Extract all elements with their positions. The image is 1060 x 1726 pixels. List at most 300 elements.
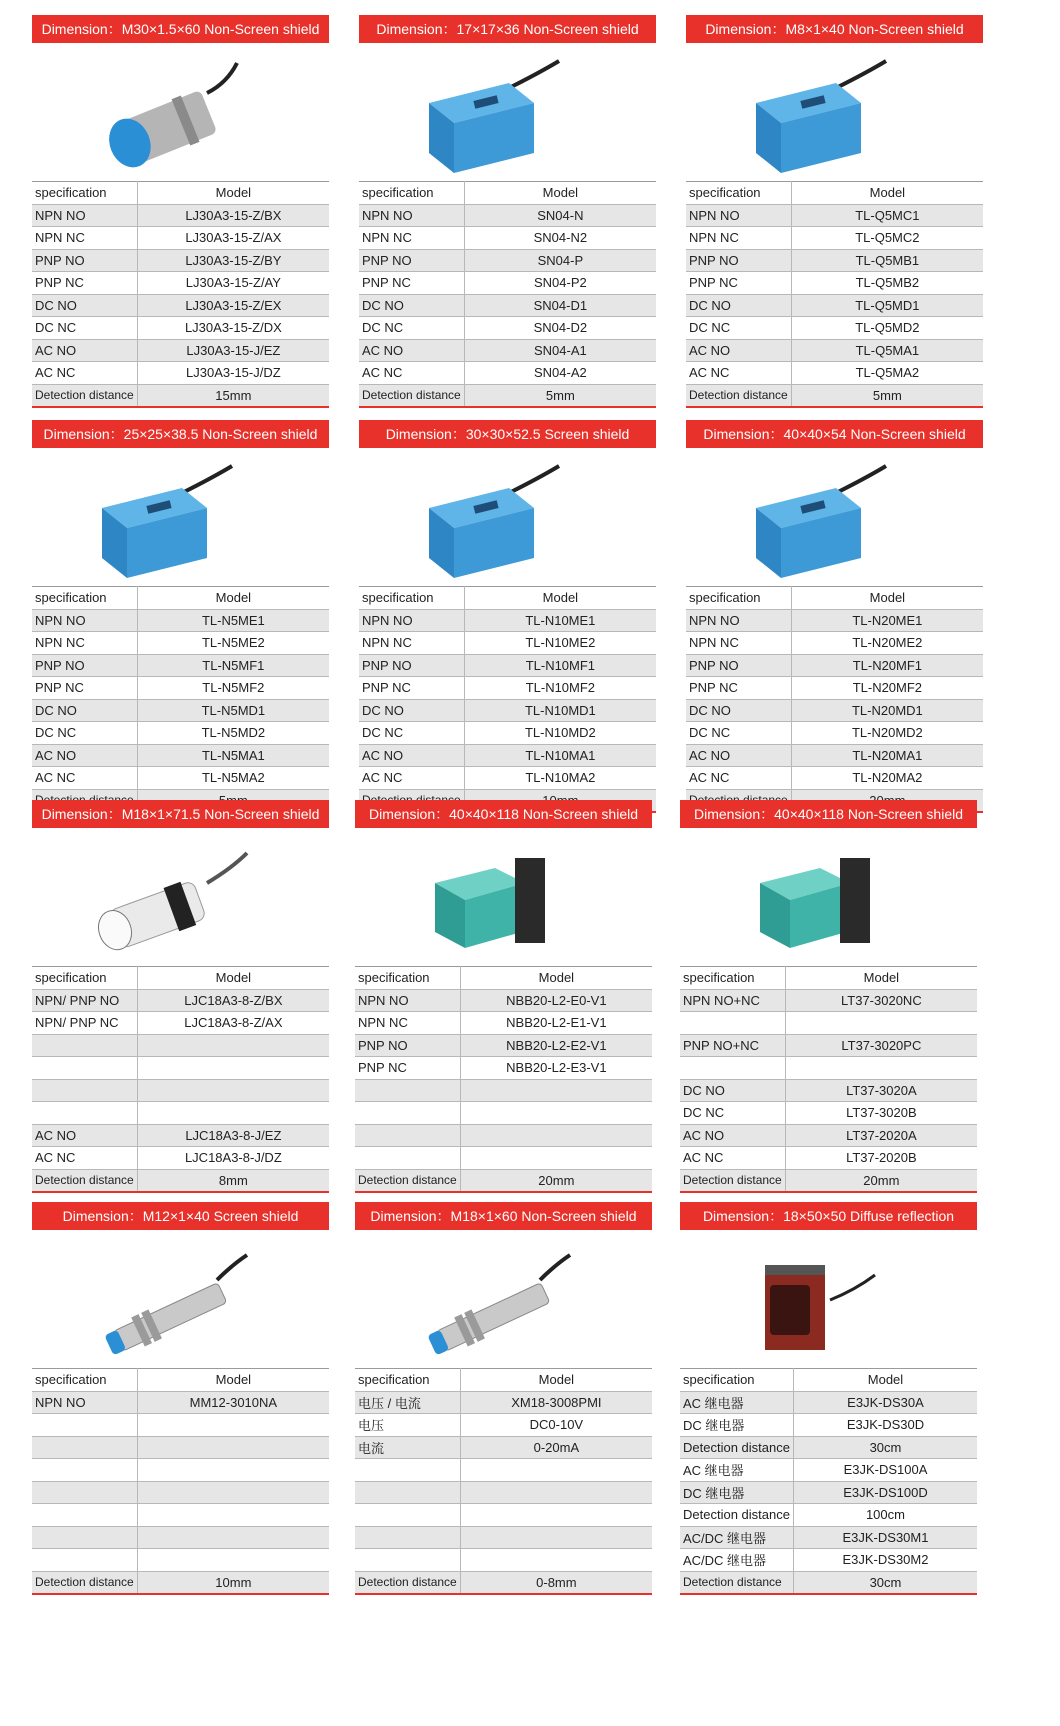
table-row [680, 1436, 977, 1459]
table-row [32, 204, 329, 227]
spec-cell: AC NO [32, 1124, 137, 1147]
spec-cell: Detection distance [32, 384, 137, 407]
spec-cell [32, 1459, 137, 1482]
table-row [686, 699, 983, 722]
model-cell: TL-N10MA1 [464, 744, 656, 767]
table-row [32, 989, 329, 1012]
dimension-title: Dimension：40×40×118 Non-Screen shield [680, 800, 977, 828]
spec-cell: Detection distance [32, 1571, 137, 1594]
table-header [686, 587, 983, 610]
table-row [359, 227, 656, 250]
spec-cell: PNP NC [359, 272, 464, 295]
spec-cell: AC NO [680, 1124, 785, 1147]
model-cell: TL-N10MF2 [464, 677, 656, 700]
model-cell: TL-N5MF1 [137, 654, 329, 677]
spec-header: specification [32, 182, 137, 205]
threaded-sensor-icon [32, 1230, 329, 1368]
table-row [355, 1012, 652, 1035]
table-row [32, 1571, 329, 1594]
model-header: Model [460, 1369, 652, 1392]
spec-cell: PNP NO [32, 654, 137, 677]
table-header [32, 182, 329, 205]
model-cell: TL-N20ME1 [791, 609, 983, 632]
table-row [359, 632, 656, 655]
spec-cell: AC NO [686, 339, 791, 362]
spec-cell: DC 继电器 [680, 1414, 793, 1437]
table-row [32, 654, 329, 677]
model-cell: LT37-3020A [785, 1079, 977, 1102]
model-cell: 15mm [137, 384, 329, 407]
model-cell: LJ30A3-15-J/DZ [137, 362, 329, 385]
table-row [32, 1414, 329, 1437]
table-row [355, 1459, 652, 1482]
spec-cell: AC 继电器 [680, 1459, 793, 1482]
spec-table [680, 966, 977, 1193]
dimension-title: Dimension：25×25×38.5 Non-Screen shield [32, 420, 329, 448]
square-sensor-icon [359, 448, 656, 586]
table-row [355, 1147, 652, 1170]
model-cell [460, 1147, 652, 1170]
table-row [359, 699, 656, 722]
model-cell: LJ30A3-15-Z/AX [137, 227, 329, 250]
dimension-title: Dimension：17×17×36 Non-Screen shield [359, 15, 656, 43]
dimension-title: Dimension：40×40×54 Non-Screen shield [686, 420, 983, 448]
spec-cell: AC NC [686, 767, 791, 790]
spec-cell: NPN NC [355, 1012, 460, 1035]
spec-table [32, 181, 329, 408]
dimension-title: Dimension：M8×1×40 Non-Screen shield [686, 15, 983, 43]
spec-cell: 电流 [355, 1436, 460, 1459]
table-row [686, 744, 983, 767]
spec-cell: DC NC [686, 722, 791, 745]
model-cell: TL-N5MD2 [137, 722, 329, 745]
table-row [686, 632, 983, 655]
table-row [32, 1481, 329, 1504]
table-row [359, 339, 656, 362]
table-row [32, 1526, 329, 1549]
spec-cell: Detection distance [355, 1571, 460, 1594]
model-cell: TL-N10MD1 [464, 699, 656, 722]
model-cell: TL-N5ME2 [137, 632, 329, 655]
spec-cell: NPN NO [359, 609, 464, 632]
table-row [32, 1079, 329, 1102]
model-cell: TL-Q5MA1 [791, 339, 983, 362]
model-cell: TL-Q5MB1 [791, 249, 983, 272]
model-header: Model [464, 587, 656, 610]
table-row [680, 1012, 977, 1035]
spec-table [355, 966, 652, 1193]
model-header: Model [791, 182, 983, 205]
spec-cell: AC/DC 继电器 [680, 1549, 793, 1572]
spec-cell [32, 1102, 137, 1125]
table-header [32, 967, 329, 990]
spec-cell: DC NO [686, 699, 791, 722]
table-row [680, 1391, 977, 1414]
spec-cell: PNP NC [32, 677, 137, 700]
spec-cell: AC NO [686, 744, 791, 767]
spec-cell: NPN/ PNP NO [32, 989, 137, 1012]
spec-cell: DC NC [359, 722, 464, 745]
model-header: Model [785, 967, 977, 990]
spec-cell: Detection distance [680, 1571, 793, 1594]
product-card [355, 800, 652, 1193]
model-cell [460, 1124, 652, 1147]
dimension-title: Dimension：M12×1×40 Screen shield [32, 1202, 329, 1230]
model-cell: E3JK-DS30A [793, 1391, 977, 1414]
product-card [680, 800, 977, 1193]
table-row [32, 722, 329, 745]
model-cell [460, 1102, 652, 1125]
table-row [32, 294, 329, 317]
spec-cell: 电压 / 电流 [355, 1391, 460, 1414]
spec-cell: NPN NO [32, 204, 137, 227]
table-header [680, 1369, 977, 1392]
spec-cell: DC NC [32, 317, 137, 340]
cylinder-sensor-icon [32, 43, 329, 181]
table-header [359, 182, 656, 205]
spec-cell: DC NO [32, 699, 137, 722]
model-cell: TL-N5MA1 [137, 744, 329, 767]
model-cell [137, 1481, 329, 1504]
table-row [680, 1549, 977, 1572]
model-cell [460, 1526, 652, 1549]
spec-header: specification [686, 587, 791, 610]
model-cell: NBB20-L2-E0-V1 [460, 989, 652, 1012]
model-cell: 0-8mm [460, 1571, 652, 1594]
table-row [359, 677, 656, 700]
model-cell: E3JK-DS30M1 [793, 1526, 977, 1549]
model-header: Model [460, 967, 652, 990]
spec-table [359, 181, 656, 408]
table-row [32, 1012, 329, 1035]
model-cell: TL-N5MF2 [137, 677, 329, 700]
spec-cell: Detection distance [359, 384, 464, 407]
product-card [355, 1202, 652, 1595]
table-header [686, 182, 983, 205]
table-row [686, 767, 983, 790]
model-cell [460, 1481, 652, 1504]
table-row [355, 1102, 652, 1125]
model-header: Model [137, 967, 329, 990]
table-row [686, 609, 983, 632]
spec-cell [32, 1079, 137, 1102]
model-cell: 5mm [464, 384, 656, 407]
spec-cell [355, 1504, 460, 1527]
table-header [32, 1369, 329, 1392]
spec-cell: DC NC [680, 1102, 785, 1125]
table-row [359, 272, 656, 295]
spec-cell: DC NO [359, 699, 464, 722]
spec-cell [355, 1124, 460, 1147]
table-row [32, 767, 329, 790]
dimension-title: Dimension：18×50×50 Diffuse reflection [680, 1202, 977, 1230]
table-row [32, 1169, 329, 1192]
table-row [686, 722, 983, 745]
dimension-title: Dimension：M30×1.5×60 Non-Screen shield [32, 15, 329, 43]
spec-cell: NPN NO [32, 609, 137, 632]
spec-cell [355, 1526, 460, 1549]
spec-cell: DC NO [32, 294, 137, 317]
spec-cell: NPN NO [32, 1391, 137, 1414]
spec-cell: 电压 [355, 1414, 460, 1437]
spec-cell: PNP NO [359, 249, 464, 272]
photoelectric-sensor-icon [680, 1230, 977, 1368]
table-row [359, 362, 656, 385]
spec-cell: AC NO [32, 744, 137, 767]
product-card [359, 15, 656, 408]
spec-cell: AC NC [32, 1147, 137, 1170]
model-cell: DC0-10V [460, 1414, 652, 1437]
model-cell [137, 1504, 329, 1527]
table-header [680, 967, 977, 990]
model-cell [137, 1526, 329, 1549]
table-row [355, 1571, 652, 1594]
model-cell: LT37-2020B [785, 1147, 977, 1170]
model-cell: SN04-P [464, 249, 656, 272]
model-cell [460, 1549, 652, 1572]
model-cell [137, 1079, 329, 1102]
model-cell: LJC18A3-8-Z/AX [137, 1012, 329, 1035]
model-cell: LJ30A3-15-Z/EX [137, 294, 329, 317]
table-row [355, 1034, 652, 1057]
spec-cell: AC NC [32, 767, 137, 790]
model-cell: TL-N10MA2 [464, 767, 656, 790]
table-row [359, 249, 656, 272]
table-row [359, 317, 656, 340]
spec-table [355, 1368, 652, 1595]
table-row [32, 1147, 329, 1170]
table-row [680, 1571, 977, 1594]
table-row [359, 767, 656, 790]
model-cell: TL-N20ME2 [791, 632, 983, 655]
model-cell: LT37-3020NC [785, 989, 977, 1012]
table-row [686, 384, 983, 407]
table-row [686, 272, 983, 295]
model-cell: TL-N5MA2 [137, 767, 329, 790]
table-row [32, 1057, 329, 1080]
table-row [359, 654, 656, 677]
model-cell: TL-N5MD1 [137, 699, 329, 722]
model-cell: E3JK-DS30D [793, 1414, 977, 1437]
model-cell [460, 1504, 652, 1527]
spec-cell [32, 1549, 137, 1572]
spec-cell: PNP NC [686, 272, 791, 295]
model-cell: 30cm [793, 1571, 977, 1594]
model-cell: LJ30A3-15-Z/DX [137, 317, 329, 340]
spec-cell: AC NO [359, 339, 464, 362]
model-cell: E3JK-DS100D [793, 1481, 977, 1504]
spec-cell: PNP NO+NC [680, 1034, 785, 1057]
spec-header: specification [355, 1369, 460, 1392]
model-cell [137, 1034, 329, 1057]
model-cell: TL-N10ME1 [464, 609, 656, 632]
square-sensor-icon [686, 448, 983, 586]
table-row [680, 1459, 977, 1482]
table-row [32, 609, 329, 632]
table-row [32, 1391, 329, 1414]
model-cell: LJ30A3-15-Z/BX [137, 204, 329, 227]
spec-cell: NPN NO [359, 204, 464, 227]
spec-cell: PNP NC [359, 677, 464, 700]
white-cylinder-sensor-icon [32, 828, 329, 966]
table-row [32, 1124, 329, 1147]
model-cell: 100cm [793, 1504, 977, 1527]
spec-cell: DC NC [359, 317, 464, 340]
table-header [32, 587, 329, 610]
model-cell: NBB20-L2-E3-V1 [460, 1057, 652, 1080]
table-row [355, 1391, 652, 1414]
spec-cell: DC NO [359, 294, 464, 317]
table-row [32, 249, 329, 272]
table-row [32, 339, 329, 362]
table-row [32, 384, 329, 407]
table-row [680, 1414, 977, 1437]
table-row [359, 294, 656, 317]
spec-cell [680, 1012, 785, 1035]
table-row [686, 362, 983, 385]
table-row [32, 1459, 329, 1482]
spec-cell: Detection distance [686, 384, 791, 407]
model-cell: 5mm [791, 384, 983, 407]
spec-header: specification [680, 967, 785, 990]
model-cell: TL-N10MD2 [464, 722, 656, 745]
model-cell: 30cm [793, 1436, 977, 1459]
model-cell [460, 1459, 652, 1482]
product-card [359, 420, 656, 813]
table-header [355, 1369, 652, 1392]
spec-header: specification [355, 967, 460, 990]
table-row [359, 204, 656, 227]
spec-cell: Detection distance [355, 1169, 460, 1192]
model-cell: NBB20-L2-E2-V1 [460, 1034, 652, 1057]
model-cell: TL-N20MD1 [791, 699, 983, 722]
product-card [32, 1202, 329, 1595]
table-header [359, 587, 656, 610]
teal-block-sensor-icon [355, 828, 652, 966]
table-row [680, 1034, 977, 1057]
table-row [32, 1034, 329, 1057]
model-cell: 20mm [785, 1169, 977, 1192]
table-row [680, 1147, 977, 1170]
spec-cell: NPN NO [355, 989, 460, 1012]
spec-header: specification [32, 967, 137, 990]
spec-cell: AC NC [686, 362, 791, 385]
spec-cell: PNP NC [686, 677, 791, 700]
table-row [32, 317, 329, 340]
spec-cell: NPN NC [686, 632, 791, 655]
model-cell [785, 1012, 977, 1035]
table-row [680, 1504, 977, 1527]
dimension-title: Dimension：40×40×118 Non-Screen shield [355, 800, 652, 828]
spec-cell: AC 继电器 [680, 1391, 793, 1414]
model-cell: TL-Q5MC1 [791, 204, 983, 227]
spec-cell: Detection distance [680, 1504, 793, 1527]
table-row [680, 1124, 977, 1147]
spec-cell [355, 1481, 460, 1504]
table-row [32, 632, 329, 655]
model-cell: TL-Q5MB2 [791, 272, 983, 295]
model-cell: TL-N5ME1 [137, 609, 329, 632]
table-row [686, 227, 983, 250]
model-cell: TL-N10ME2 [464, 632, 656, 655]
model-cell: TL-Q5MD1 [791, 294, 983, 317]
spec-cell [355, 1459, 460, 1482]
table-row [686, 249, 983, 272]
table-row [680, 1079, 977, 1102]
spec-cell: DC NC [32, 722, 137, 745]
spec-cell [355, 1549, 460, 1572]
square-sensor-icon [359, 43, 656, 181]
spec-cell: NPN NC [32, 632, 137, 655]
table-row [32, 1549, 329, 1572]
spec-header: specification [359, 182, 464, 205]
teal-block-sensor-icon [680, 828, 977, 966]
spec-cell: AC NC [359, 767, 464, 790]
spec-cell [355, 1102, 460, 1125]
product-card [32, 15, 329, 408]
model-cell [137, 1102, 329, 1125]
spec-header: specification [680, 1369, 793, 1392]
model-header: Model [137, 587, 329, 610]
spec-cell [32, 1526, 137, 1549]
model-cell: 20mm [460, 1169, 652, 1192]
model-cell: SN04-N2 [464, 227, 656, 250]
product-card [32, 800, 329, 1193]
spec-cell [32, 1414, 137, 1437]
table-row [355, 1057, 652, 1080]
table-row [355, 1124, 652, 1147]
table-row [355, 1169, 652, 1192]
spec-table [32, 1368, 329, 1595]
spec-cell [32, 1436, 137, 1459]
spec-cell [355, 1147, 460, 1170]
model-cell: TL-N20MF1 [791, 654, 983, 677]
spec-table [686, 586, 983, 813]
table-row [32, 272, 329, 295]
dimension-title: Dimension：M18×1×71.5 Non-Screen shield [32, 800, 329, 828]
spec-cell: PNP NO [686, 654, 791, 677]
model-cell: TL-Q5MD2 [791, 317, 983, 340]
model-cell: LT37-3020B [785, 1102, 977, 1125]
spec-cell: NPN NC [359, 632, 464, 655]
model-cell: SN04-N [464, 204, 656, 227]
product-card [32, 420, 329, 813]
model-cell: TL-N10MF1 [464, 654, 656, 677]
model-cell: 0-20mA [460, 1436, 652, 1459]
spec-header: specification [32, 587, 137, 610]
model-cell: TL-Q5MC2 [791, 227, 983, 250]
spec-cell: AC NO [359, 744, 464, 767]
spec-cell: DC NO [680, 1079, 785, 1102]
spec-cell: NPN NO+NC [680, 989, 785, 1012]
model-cell: LJC18A3-8-J/DZ [137, 1147, 329, 1170]
table-row [32, 1436, 329, 1459]
spec-cell [32, 1034, 137, 1057]
model-header: Model [791, 587, 983, 610]
spec-cell: NPN NO [686, 204, 791, 227]
spec-cell: NPN NC [359, 227, 464, 250]
model-cell: SN04-D2 [464, 317, 656, 340]
model-cell: LJ30A3-15-J/EZ [137, 339, 329, 362]
model-header: Model [793, 1369, 977, 1392]
model-cell: LJ30A3-15-Z/AY [137, 272, 329, 295]
model-cell [460, 1079, 652, 1102]
table-row [355, 1079, 652, 1102]
table-row [32, 744, 329, 767]
spec-table [686, 181, 983, 408]
model-cell: TL-N20MA1 [791, 744, 983, 767]
spec-cell: PNP NO [686, 249, 791, 272]
